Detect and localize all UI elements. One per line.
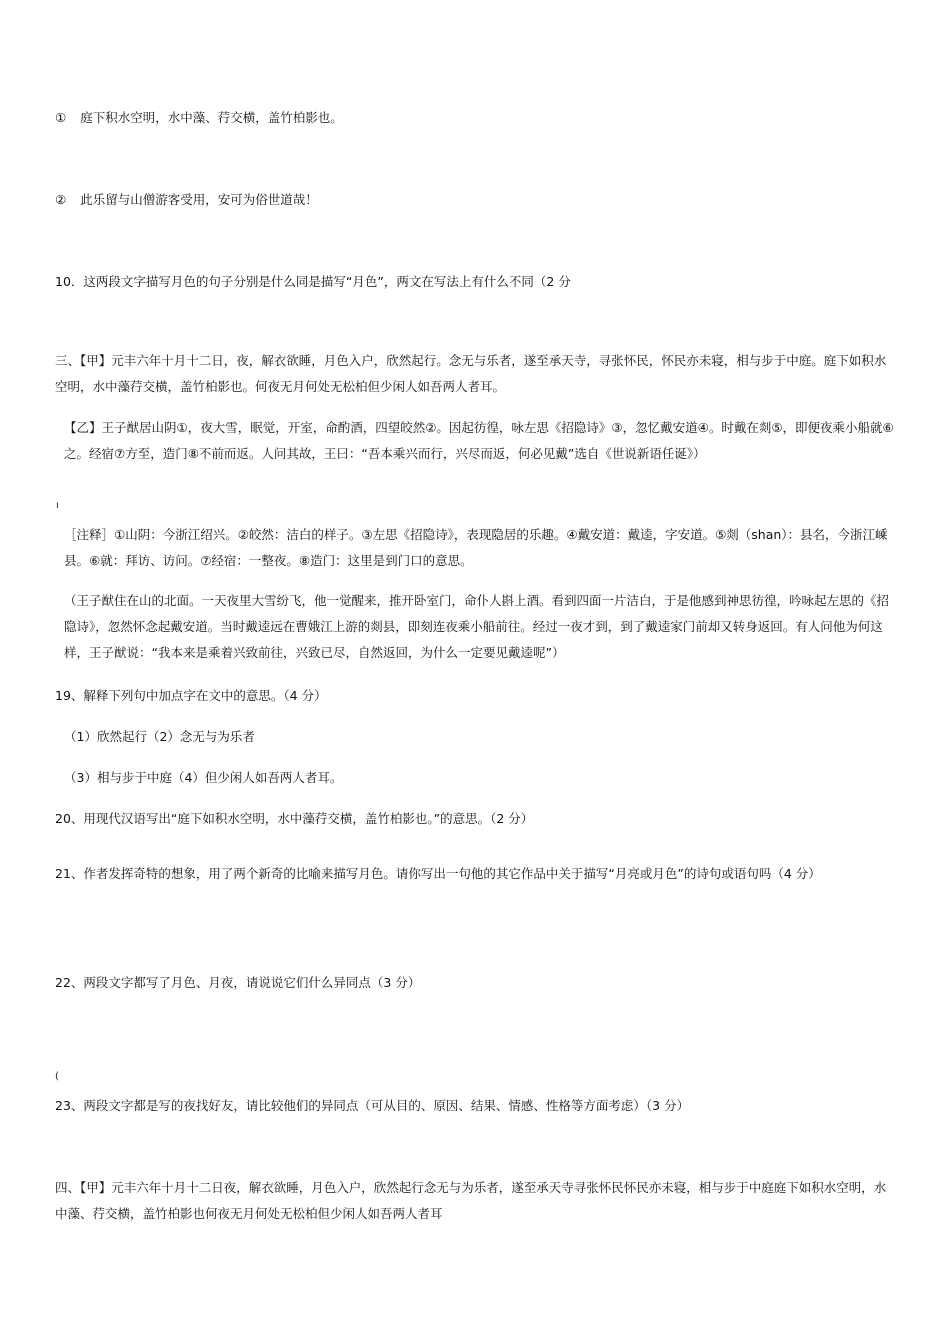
question-20: 20、用现代汉语写出“庭下如积水空明，水中藻荇交横，盖竹柏影也。”的意思。（2 分） (55, 811, 534, 826)
question-19-items-1-2: （1）欣然起行（2）念无与为乐者 (64, 729, 255, 744)
question-23: 23、两段文字都是写的夜找好友，请比较他们的异同点（可从目的、原因、结果、情感、性格等方面考虑）（3 分） (55, 1098, 690, 1113)
stray-mark: ı (56, 500, 59, 511)
translation-paragraph: （王子猷住在山的北面。一天夜里大雪纷飞，他一觉醒来，推开卧室门，命仆人斟上酒。看到四面一片洁白，于是他感到神思彷徨，吟咏起左思的《招隐诗》，忽然怀念起戴安道。当时戴逵远在曹娥江上游的剡县，即刻连夜乘小船前往。经过一夜才到，到了戴逵家门前却又转身返回。有人问他为何这样，王子猷说：“我本来是乘着兴致前往，兴致已尽，自然返回，为什么一定要见戴逵呢”） (64, 593, 890, 660)
annotation-notes: ［注释］①山阴：今浙江绍兴。②皎然：洁白的样子。③左思《招隐诗》，表现隐居的乐趣。④戴安道：戴逵，字安道。⑤剡（shan）：县名，今浙江嵊县。⑥就：拜访、访问。⑦经宿：一整夜。⑧造门：这里是到门口的意思。 (64, 527, 888, 568)
question-22: 22、两段文字都写了月色、月夜，请说说它们什么异同点（3 分） (55, 975, 421, 990)
sentence-2-text: 此乐留与山僧游客受用，安可为俗世道哉！ (80, 192, 318, 207)
stray-mark-2: ( (55, 1071, 59, 1082)
sentence-1-text: 庭下积水空明，水中藻、荇交横，盖竹柏影也。 (80, 110, 343, 125)
section-3-passage-jia: 三、【甲】元丰六年十月十二日，夜，解衣欲睡，月色入户，欣然起行。念无与乐者，遂至承天寺，寻张怀民，怀民亦未寝，相与步于中庭。庭下如积水空明，水中藻荇交横，盖竹柏影也。何夜无月何处无松柏但少闲人如吾两人者耳。 (55, 353, 887, 394)
sentence-1 (55, 105, 895, 131)
question-21: 21、作者发挥奇特的想象，用了两个新奇的比喻来描写月色。请你写出一句他的其它作品中关于描写“月亮或月色”的诗句或语句吗（4 分） (55, 866, 821, 881)
sentence-1-number: ① (55, 110, 67, 125)
question-19: 19、解释下列句中加点字在文中的意思。（4 分） (55, 688, 327, 703)
question-10: 10．这两段文字描写月色的句子分别是什么同是描写“月色”，两文在写法上有什么不同（2 分 (55, 274, 571, 289)
section-3-passage-yi: 【乙】王子猷居山阴①，夜大雪，眠觉，开室，命酌酒，四望皎然②。因起彷徨，咏左思《招隐诗》③，忽忆戴安道④。时戴在剡⑤，即便夜乘小船就⑥之。经宿⑦方至，造门⑧不前而返。人问其故，王曰：“吾本乘兴而行，兴尽而返，何必见戴”选自《世说新语任诞》） (64, 420, 894, 461)
section-4-passage: 四、【甲】元丰六年十月十二日夜，解衣欲睡，月色入户，欣然起行念无与为乐者，遂至承天寺寻张怀民怀民亦未寝，相与步于中庭庭下如积水空明，水中藻、荇交横，盖竹柏影也何夜无月何处无松柏但少闲人如吾两人者耳 (55, 1180, 887, 1221)
sentence-2 (55, 187, 895, 213)
sentence-2-number: ② (55, 192, 67, 207)
question-19-items-3-4: （3）相与步于中庭（4）但少闲人如吾两人者耳。 (64, 770, 343, 785)
